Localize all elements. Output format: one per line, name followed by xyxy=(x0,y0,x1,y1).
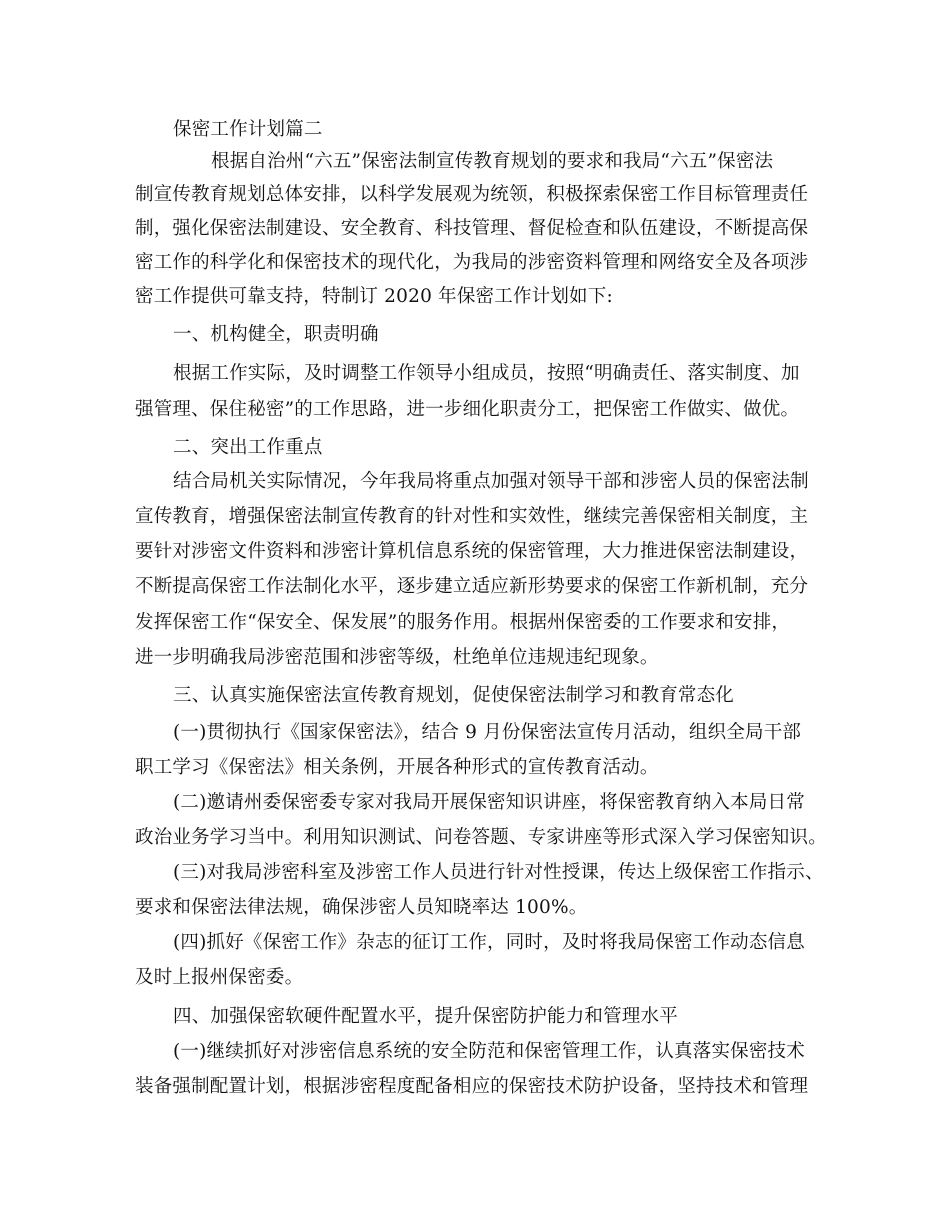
paragraph-line: 制，强化保密法制建设、安全教育、科技管理、督促检查和队伍建设，不断提高保 xyxy=(135,218,809,239)
paragraph-line: 不断提高保密工作法制化水平，逐步建立适应新形势要求的保密工作新机制，充分 xyxy=(135,576,809,597)
section-heading: 三、认真实施保密法宣传教育规划，促使保密法制学习和教育常态化 xyxy=(173,685,735,706)
paragraph-line: 密工作的科学化和保密技术的现代化，为我局的涉密资料管理和网络安全及各项涉 xyxy=(135,252,809,273)
paragraph-line: 进一步明确我局涉密范围和涉密等级，杜绝单位违规违纪现象。 xyxy=(135,647,659,668)
paragraph-line: 发挥保密工作“保安全、保发展”的服务作用。根据州保密委的工作要求和安排， xyxy=(135,612,791,633)
paragraph-line: 政治业务学习当中。利用知识测试、问卷答题、专家讲座等形式深入学习保密知识。 xyxy=(135,827,827,848)
paragraph-line: (四)抓好《保密工作》杂志的征订工作，同时，及时将我局保密工作动态信息 xyxy=(173,932,805,953)
paragraph-line: 职工学习《保密法》相关条例，开展各种形式的宣传教育活动。 xyxy=(135,757,659,778)
paragraph-line: 装备强制配置计划，根据涉密程度配备相应的保密技术防护设备，坚持技术和管理 xyxy=(135,1076,809,1097)
paragraph-line: 要求和保密法律法规，确保涉密人员知晓率达 100%。 xyxy=(135,897,588,918)
document-title: 保密工作计划篇二 xyxy=(173,119,323,140)
paragraph-line: 根据工作实际，及时调整工作领导小组成员，按照“明确责任、落实制度、加 xyxy=(173,363,800,384)
section-heading: 一、机构健全，职责明确 xyxy=(173,324,379,345)
paragraph-line: 强管理、保住秘密”的工作思路，进一步细化职责分工，把保密工作做实、做优。 xyxy=(135,399,800,420)
paragraph-line: (二)邀请州委保密委专家对我局开展保密知识讲座，将保密教育纳入本局日常 xyxy=(173,792,805,813)
paragraph-line: (三)对我局涉密科室及涉密工作人员进行针对性授课，传达上级保密工作指示、 xyxy=(173,862,824,883)
paragraph-line: 及时上报州保密委。 xyxy=(135,967,304,988)
paragraph-line: 密工作提供可靠支持，特制订 2020 年保密工作计划如下: xyxy=(135,286,613,307)
section-heading: 四、加强保密软硬件配置水平，提升保密防护能力和管理水平 xyxy=(173,1006,678,1027)
paragraph-line: (一)继续抓好对涉密信息系统的安全防范和保密管理工作，认真落实保密技术 xyxy=(173,1041,805,1062)
paragraph-line: 根据自治州“六五”保密法制宣传教育规划的要求和我局“六五”保密法 xyxy=(211,151,774,172)
paragraph-line: 结合局机关实际情况，今年我局将重点加强对领导干部和涉密人员的保密法制 xyxy=(173,471,809,492)
paragraph-line: 要针对涉密文件资料和涉密计算机信息系统的保密管理，大力推进保密法制建设， xyxy=(135,541,809,562)
section-heading: 二、突出工作重点 xyxy=(173,437,323,458)
paragraph-line: 制宣传教育规划总体安排，以科学发展观为统领，积极探索保密工作目标管理责任 xyxy=(135,184,809,205)
paragraph-line: (一)贯彻执行《国家保密法》，结合 9 月份保密法宣传月活动，组织全局干部 xyxy=(173,722,802,743)
paragraph-line: 宣传教育，增强保密法制宣传教育的针对性和实效性，继续完善保密相关制度，主 xyxy=(135,506,809,527)
